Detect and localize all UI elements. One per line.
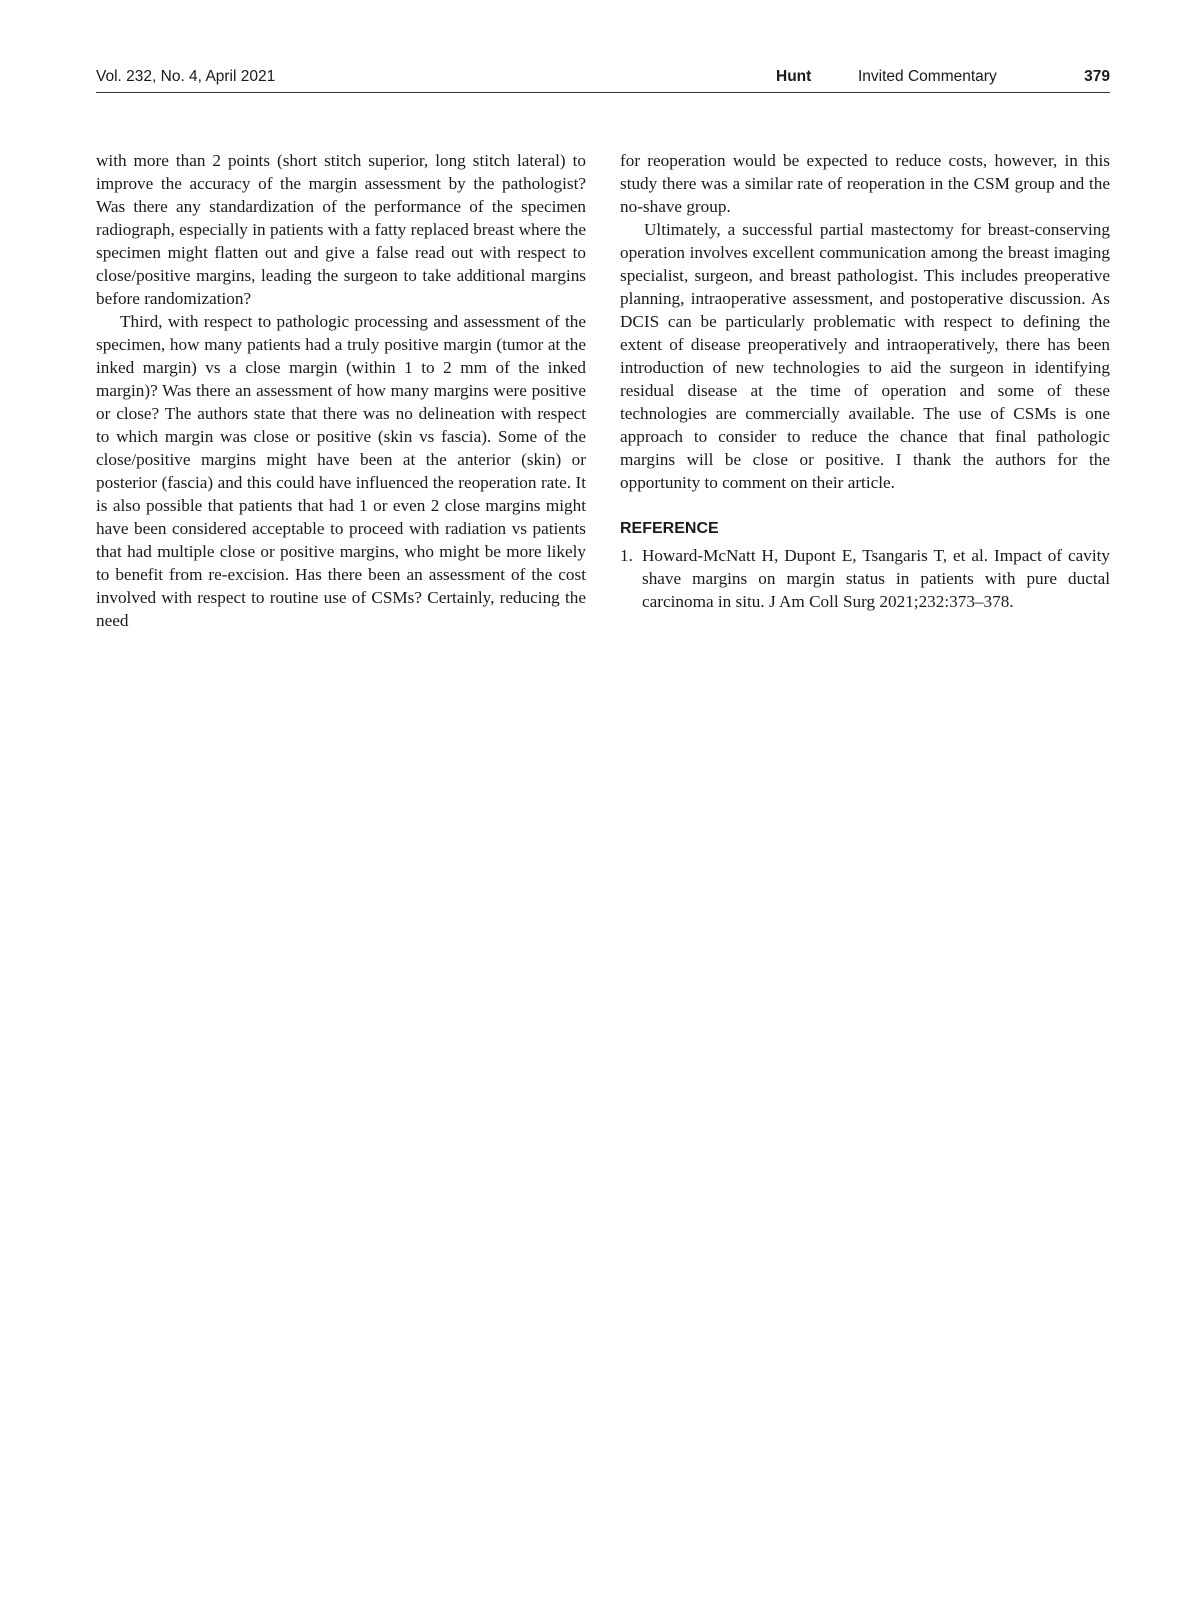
reference-text: Howard-McNatt H, Dupont E, Tsangaris T, et al. Impact of cavity shave margins on margin status in patients with pure ductal carcinoma in situ. J Am Coll Surg 2021;232:373–378. — [642, 546, 1110, 611]
paragraph: with more than 2 points (short stitch superior, long stitch lateral) to improve the accuracy of the margin assessment by the pathologist? Was there any standardization of the performance of the specimen radiograph, especially in patients with a fatty replaced breast where the specimen might flatten out and give a false read out with respect to close/positive margins, leading the surgeon to take additional margins before randomization? — [96, 151, 586, 308]
article-section: Invited Commentary — [858, 68, 997, 85]
paragraph: Ultimately, a successful partial mastectomy for breast-conserving operation involves excellent communication among the breast imaging specialist, surgeon, and breast pathologist. This includes preoperative planning, intraoperative assessment, and postoperative discussion. As DCIS can be particularly problematic with respect to defining the extent of disease preoperatively and intraoperatively, there has been introduction of new technologies to aid the surgeon in identifying residual disease at the time of operation and some of these technologies are commercially available. The use of CSMs is one approach to consider to reduce the chance that final pathologic margins will be close or positive. I thank the authors for the opportunity to comment on their article. — [620, 220, 1110, 492]
running-header — [96, 64, 1110, 93]
left-column — [96, 149, 586, 632]
page-number: 379 — [1084, 68, 1110, 85]
paragraph: for reoperation would be expected to reduce costs, however, in this study there was a similar rate of reoperation in the CSM group and the no-shave group. — [620, 151, 1110, 216]
reference-heading: REFERENCE — [620, 520, 719, 537]
reference-item — [620, 544, 1110, 613]
reference-number: 1. — [620, 546, 633, 565]
right-column — [620, 149, 1110, 613]
paragraph: Third, with respect to pathologic processing and assessment of the specimen, how many patients had a truly positive margin (tumor at the inked margin) vs a close margin (within 1 to 2 mm of the inked margin)? Was there an assessment of how many margins were positive or close? The authors state that there was no delineation with respect to which margin was close or positive (skin vs fascia). Some of the close/positive margins might have been at the anterior (skin) or posterior (fascia) and this could have influenced the reoperation rate. It is also possible that patients that had 1 or even 2 close margins might have been considered acceptable to proceed with radiation vs patients that had multiple close or positive margins, who might be more likely to benefit from re-excision. Has there been an assessment of the cost involved with respect to routine use of CSMs? Certainly, reducing the need — [96, 312, 586, 630]
running-author: Hunt — [776, 68, 812, 85]
journal-volume: Vol. 232, No. 4, April 2021 — [96, 68, 276, 85]
